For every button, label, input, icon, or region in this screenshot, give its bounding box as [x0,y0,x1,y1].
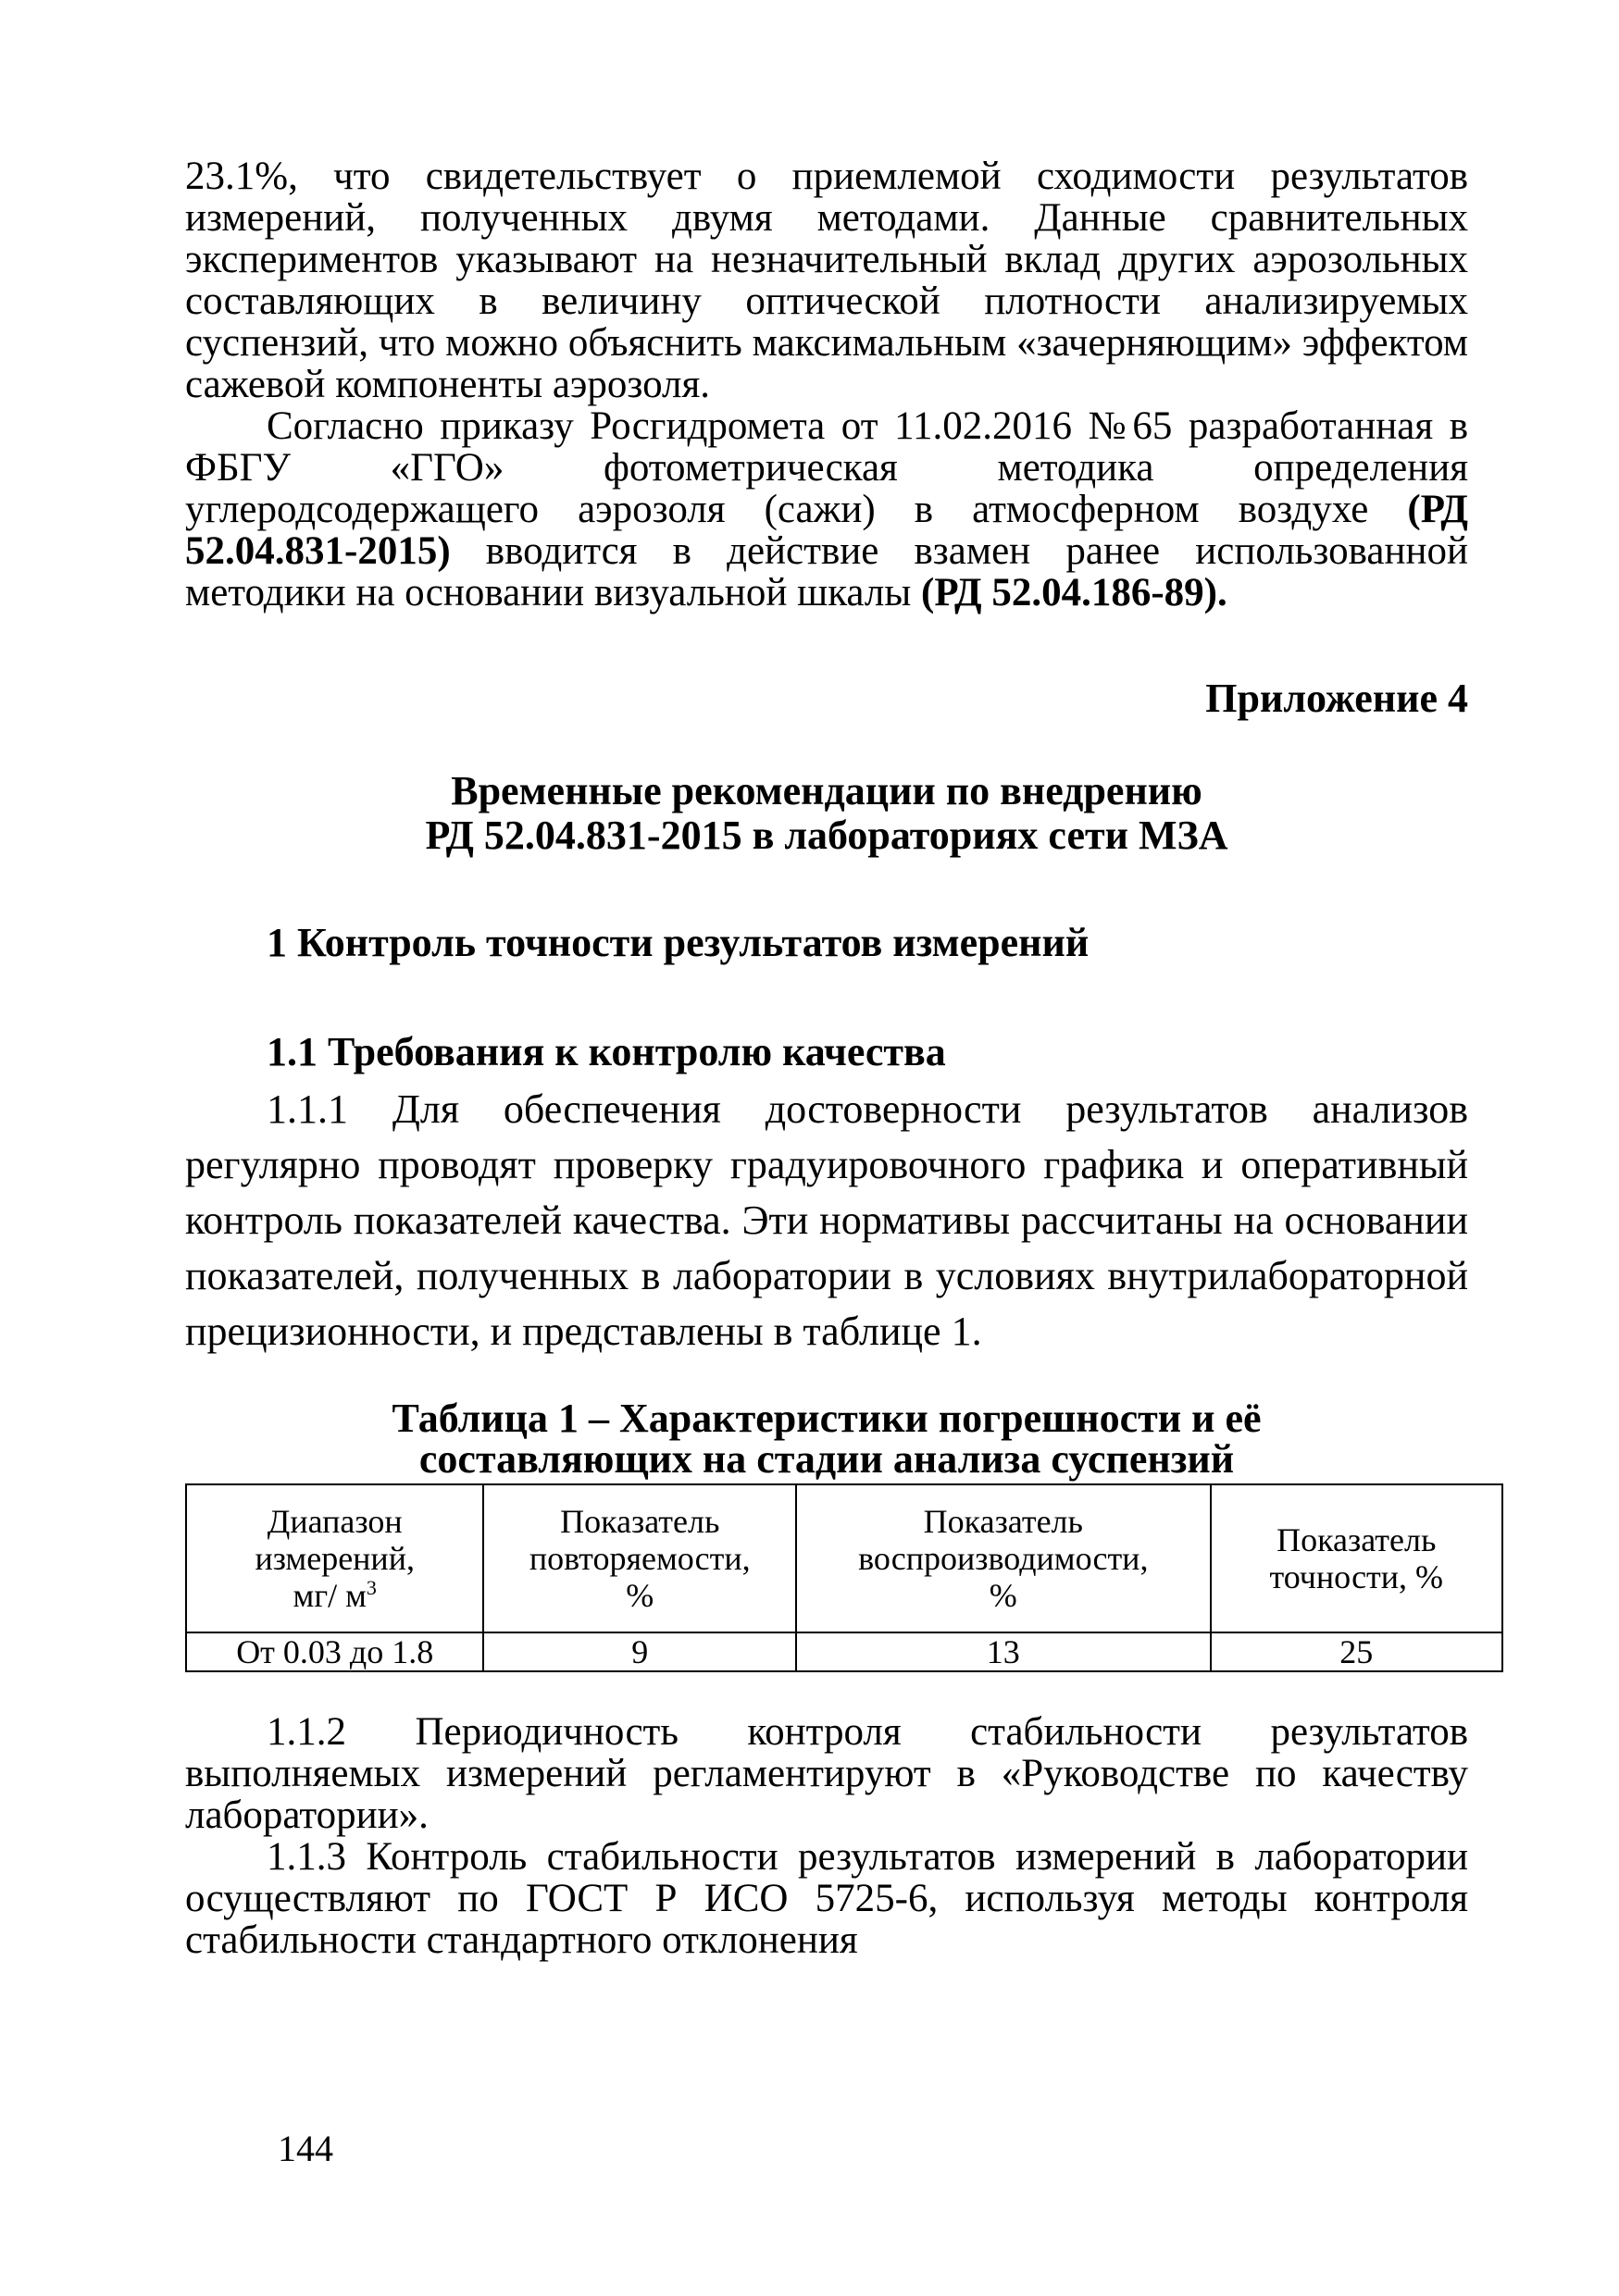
table-caption-line2: составляющих на стадии анализа суспензий [418,1436,1235,1482]
header-repeatability-line1: Показатель [560,1503,720,1540]
table-header-row [186,1484,1502,1632]
order-rd-new: (РД 52.04.831-2015) [185,488,1468,573]
error-characteristics-table [185,1483,1503,1672]
table-caption-line1: Таблица 1 – Характеристики погрешности и её [392,1396,1262,1441]
header-accuracy [1211,1484,1502,1632]
paragraph-1-1-3: 1.1.3 Контроль стабильности результатов измерений в лаборатории осуществляют по ГОСТ Р ИСО 5725-6, используя методы контроля стабильности стандартного отклонения [185,1835,1468,1962]
header-reproducibility-line3: % [989,1577,1017,1614]
table-row [186,1632,1502,1671]
header-reproducibility-line2: воспроизводимости, [858,1540,1149,1577]
header-accuracy-line1: Показатель [1277,1521,1437,1558]
paragraph-1-1-1: 1.1.1 Для обеспечения достоверности результатов анализов регулярно проводят проверку градуировочного графика и оперативный контроль показателей качества. Эти нормативы рассчитаны на основании показателей, полученных в лаборатории в условиях внутрилабораторной прецизионности, и представлены в таблице 1. [185,1086,1468,1354]
cell-reproducibility: 13 [796,1632,1210,1671]
header-range-unit: мг/ м [293,1577,367,1614]
order-rd-old: (РД 52.04.186-89). [921,571,1227,614]
paragraph-conclusion: 23.1%, что свидетельствует о приемлемой сходимости результатов измерений, полученных двумя методами. Данные сравнительных экспериментов указывают на незначительный вклад других аэрозольных составляющих в величину оптической плотности анализируемых суспензий, что можно объяснить максимальным «зачерняющим» эффектом сажевой компоненты аэрозоля. [185,155,1468,406]
appendix-title-line1: Временные рекомендации по внедрению [451,768,1202,813]
cell-accuracy: 25 [1211,1632,1502,1671]
cell-range: От 0.03 до 1.8 [186,1632,483,1671]
cell-repeatability: 9 [483,1632,796,1671]
header-repeatability [483,1484,796,1632]
header-range-superscript: 3 [366,1576,377,1599]
header-range [186,1484,483,1632]
header-range-line3 [193,1577,477,1614]
subsection-heading: 1.1 Требования к контролю качества [267,1029,946,1074]
order-text-start: Согласно приказу Росгидромета от 11.02.2016 №65 разработанная в ФБГУ «ГГО» фотометрическая методика определения углеродсодержащего аэрозоля (сажи) в атмосферном воздухе [185,404,1468,531]
header-repeatability-line2: повторяемости, [529,1540,751,1577]
paragraph-1-1-2: 1.1.2 Периодичность контроля стабильности результатов выполняемых измерений регламентируют в «Руководстве по качеству лаборатории». [185,1710,1468,1837]
header-accuracy-line2: точности, % [1269,1558,1444,1595]
appendix-title [185,769,1468,858]
section-heading: 1 Контроль точности результатов измерений [267,920,1090,965]
header-range-line1: Диапазон [267,1503,403,1540]
paragraph-order [185,405,1468,614]
order-text-middle: вводится в действие взамен ранее использованной методики на основании визуальной шкалы [185,529,1468,614]
table-caption [185,1398,1468,1480]
header-range-line2: измерений, [255,1540,415,1577]
appendix-title-line2: РД 52.04.831-2015 в лабораториях сети МЗА [425,813,1228,858]
header-reproducibility [796,1484,1210,1632]
header-repeatability-line3: % [626,1577,654,1614]
appendix-label: Приложение 4 [1205,676,1468,721]
header-reproducibility-line1: Показатель [923,1503,1083,1540]
document-page [185,155,1468,1961]
page-number: 144 [278,2128,333,2169]
